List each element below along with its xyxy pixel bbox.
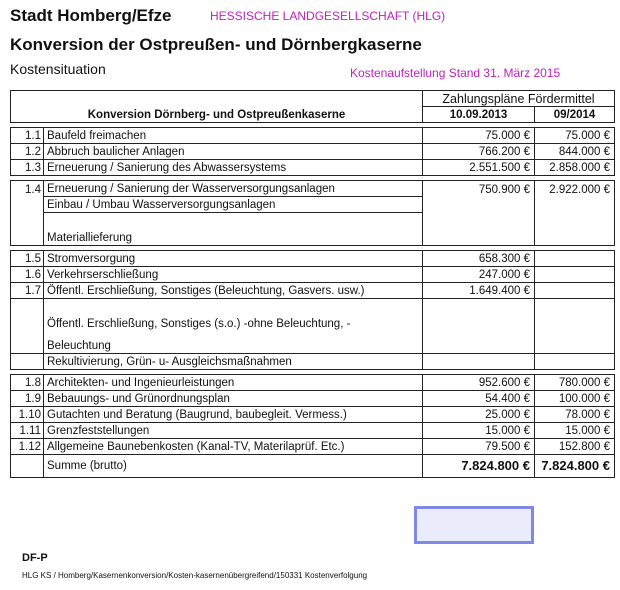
- city-name: Stadt Homberg/Efze: [10, 6, 172, 25]
- row-index: 1.4: [11, 181, 44, 197]
- table-row: [11, 283, 615, 299]
- row-label: Stromversorgung: [44, 251, 423, 267]
- column-header-date1: 10.09.2013: [423, 107, 535, 123]
- row-label: Erneuerung / Sanierung der Wasserversorgungsanlagen: [44, 181, 423, 197]
- column-header-project: Konversion Dörnberg- und Ostpreußenkaserne: [11, 107, 423, 123]
- table-row: [11, 197, 615, 213]
- row-value-2013: 15.000 €: [423, 423, 535, 439]
- row-value-2013: 766.200 €: [423, 144, 535, 160]
- row-value-2013: 247.000 €: [423, 267, 535, 283]
- row-value-2013: 79.500 €: [423, 439, 535, 455]
- organization-name: HESSISCHE LANDGESELLSCHAFT (HLG): [210, 9, 446, 23]
- group-header: Zahlungspläne Fördermittel: [423, 91, 615, 107]
- table-row: [11, 213, 615, 246]
- table-row: [11, 375, 615, 391]
- row-label: Grenzfeststellungen: [44, 423, 423, 439]
- sum-value-2014: 7.824.800 €: [535, 455, 615, 478]
- row-value-2014: 75.000 €: [535, 128, 615, 144]
- row-index: 1.12: [11, 439, 44, 455]
- table-row: [11, 354, 615, 370]
- row-value-2014: 844.000 €: [535, 144, 615, 160]
- table-row: [11, 128, 615, 144]
- row-value-2014: 78.000 €: [535, 407, 615, 423]
- status-date-note: Kostenaufstellung Stand 31. März 2015: [350, 66, 561, 80]
- row-value-2014: 100.000 €: [535, 391, 615, 407]
- row-label: Öffentl. Erschließung, Sonstiges (s.o.) -ohne Beleuchtung, -: [44, 299, 423, 332]
- sum-label: Summe (brutto): [44, 455, 423, 478]
- footer-code: DF-P: [22, 552, 48, 564]
- row-label: Erneuerung / Sanierung des Abwassersystems: [44, 160, 423, 176]
- column-header-date2: 09/2014: [535, 107, 615, 123]
- table-row: [11, 299, 615, 332]
- row-value-2013: 75.000 €: [423, 128, 535, 144]
- page-title: Konversion der Ostpreußen- und Dörnbergkaserne: [10, 35, 422, 54]
- row-index: 1.9: [11, 391, 44, 407]
- row-value-2013: 1.649.400 €: [423, 283, 535, 299]
- row-label: Architekten- und Ingenieurleistungen: [44, 375, 423, 391]
- row-index: 1.6: [11, 267, 44, 283]
- row-index: 1.10: [11, 407, 44, 423]
- row-value-2013: 952.600 €: [423, 375, 535, 391]
- row-label: Öffentl. Erschließung, Sonstiges (Beleuchtung, Gasvers. usw.): [44, 283, 423, 299]
- sum-highlight-box: [414, 506, 534, 544]
- row-index: 1.3: [11, 160, 44, 176]
- row-label: Bebauungs- und Grünordnungsplan: [44, 391, 423, 407]
- row-value-2014: 780.000 €: [535, 375, 615, 391]
- table-row: [11, 391, 615, 407]
- row-label: Beleuchtung: [44, 331, 423, 354]
- table-row: [11, 160, 615, 176]
- table-row: [11, 181, 615, 197]
- table-row: [11, 423, 615, 439]
- row-value-2013: 750.900 €: [423, 181, 535, 197]
- row-label: Verkehrserschließung: [44, 267, 423, 283]
- row-value-2013: 25.000 €: [423, 407, 535, 423]
- row-value-2014: 152.800 €: [535, 439, 615, 455]
- table-row: [11, 407, 615, 423]
- sum-value-2013: 7.824.800 €: [423, 455, 535, 478]
- row-label: Materiallieferung: [44, 213, 423, 246]
- row-index: 1.7: [11, 283, 44, 299]
- page-subtitle: Kostensituation: [10, 61, 106, 77]
- row-label: Gutachten und Beratung (Baugrund, baubegleit. Vermess.): [44, 407, 423, 423]
- row-value-2013: 658.300 €: [423, 251, 535, 267]
- sum-row: [11, 455, 615, 478]
- table-row: [11, 439, 615, 455]
- table-row: [11, 144, 615, 160]
- row-index: 1.11: [11, 423, 44, 439]
- row-label: Abbruch baulicher Anlagen: [44, 144, 423, 160]
- row-value-2013: 2.551.500 €: [423, 160, 535, 176]
- table-header-row: [11, 107, 615, 123]
- row-value-2014: 2.922.000 €: [535, 181, 615, 197]
- row-index: 1.8: [11, 375, 44, 391]
- row-index: 1.2: [11, 144, 44, 160]
- row-label: Allgemeine Baunebenkosten (Kanal-TV, Materilaprüf. Etc.): [44, 439, 423, 455]
- row-index: 1.1: [11, 128, 44, 144]
- footer-path: HLG KS / Homberg/Kasernenkonversion/Kosten-kasernenübergreifend/150331 Kostenverfolgung: [22, 571, 368, 580]
- table-row: [11, 267, 615, 283]
- row-value-2014: 15.000 €: [535, 423, 615, 439]
- row-value-2014: 2.858.000 €: [535, 160, 615, 176]
- row-index: 1.5: [11, 251, 44, 267]
- cost-table: [10, 90, 615, 478]
- row-label: Einbau / Umbau Wasserversorgungsanlagen: [44, 197, 423, 213]
- table-header-row: [11, 91, 615, 107]
- table-row: [11, 331, 615, 354]
- row-value-2013: 54.400 €: [423, 391, 535, 407]
- table-row: [11, 251, 615, 267]
- row-label: Rekultivierung, Grün- u- Ausgleichsmaßnahmen: [44, 354, 423, 370]
- row-label: Baufeld freimachen: [44, 128, 423, 144]
